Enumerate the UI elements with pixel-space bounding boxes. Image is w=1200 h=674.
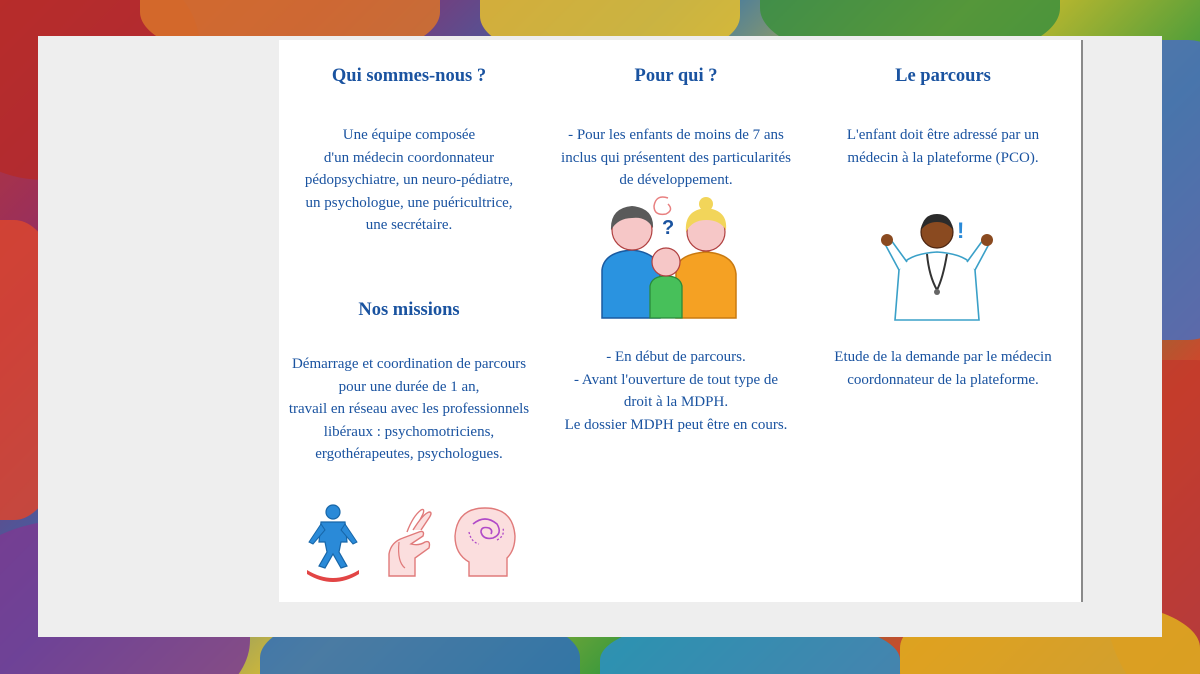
pour-qui-text-top: - Pour les enfants de moins de 7 ans inclus qui présentent des particularités de développement. — [561, 127, 791, 188]
le-parcours-title: Le parcours — [895, 66, 991, 86]
family-question-icon — [596, 190, 742, 324]
le-parcours-text-top: L'enfant doit être adressé par un médecin à la plateforme (PCO). — [846, 127, 1040, 166]
qui-sommes-nous-text: Une équipe composée d'un médecin coordonnateur pédopsychiatre, un neuro-pédiatre, un psychologue, une puéricultrice, une secrétaire. — [304, 127, 514, 233]
ergotherapy-hands-icon — [379, 502, 439, 582]
svg-text:?: ? — [662, 217, 675, 239]
psychomotricity-icon — [303, 502, 363, 582]
nos-missions-title: Nos missions — [358, 300, 460, 320]
pour-qui-title: Pour qui ? — [634, 66, 718, 86]
le-parcours-text-bottom: Etude de la demande par le médecin coordonnateur de la plateforme. — [834, 349, 1052, 388]
svg-text:!: ! — [957, 218, 965, 243]
psychology-head-icon — [449, 502, 521, 582]
nos-missions-text: Démarrage et coordination de parcours pour une durée de 1 an, travail en réseau avec les professionnels libéraux : psychomotriciens, ergothérapeutes, psychologues. — [288, 356, 530, 462]
info-panel — [279, 40, 1083, 602]
doctor-question-icon — [877, 210, 997, 322]
qui-sommes-nous-title: Qui sommes-nous ? — [331, 66, 487, 86]
pour-qui-text-bottom: - En début de parcours. - Avant l'ouverture de tout type de droit à la MDPH. Le dossier MDPH peut être en cours. — [564, 349, 788, 433]
